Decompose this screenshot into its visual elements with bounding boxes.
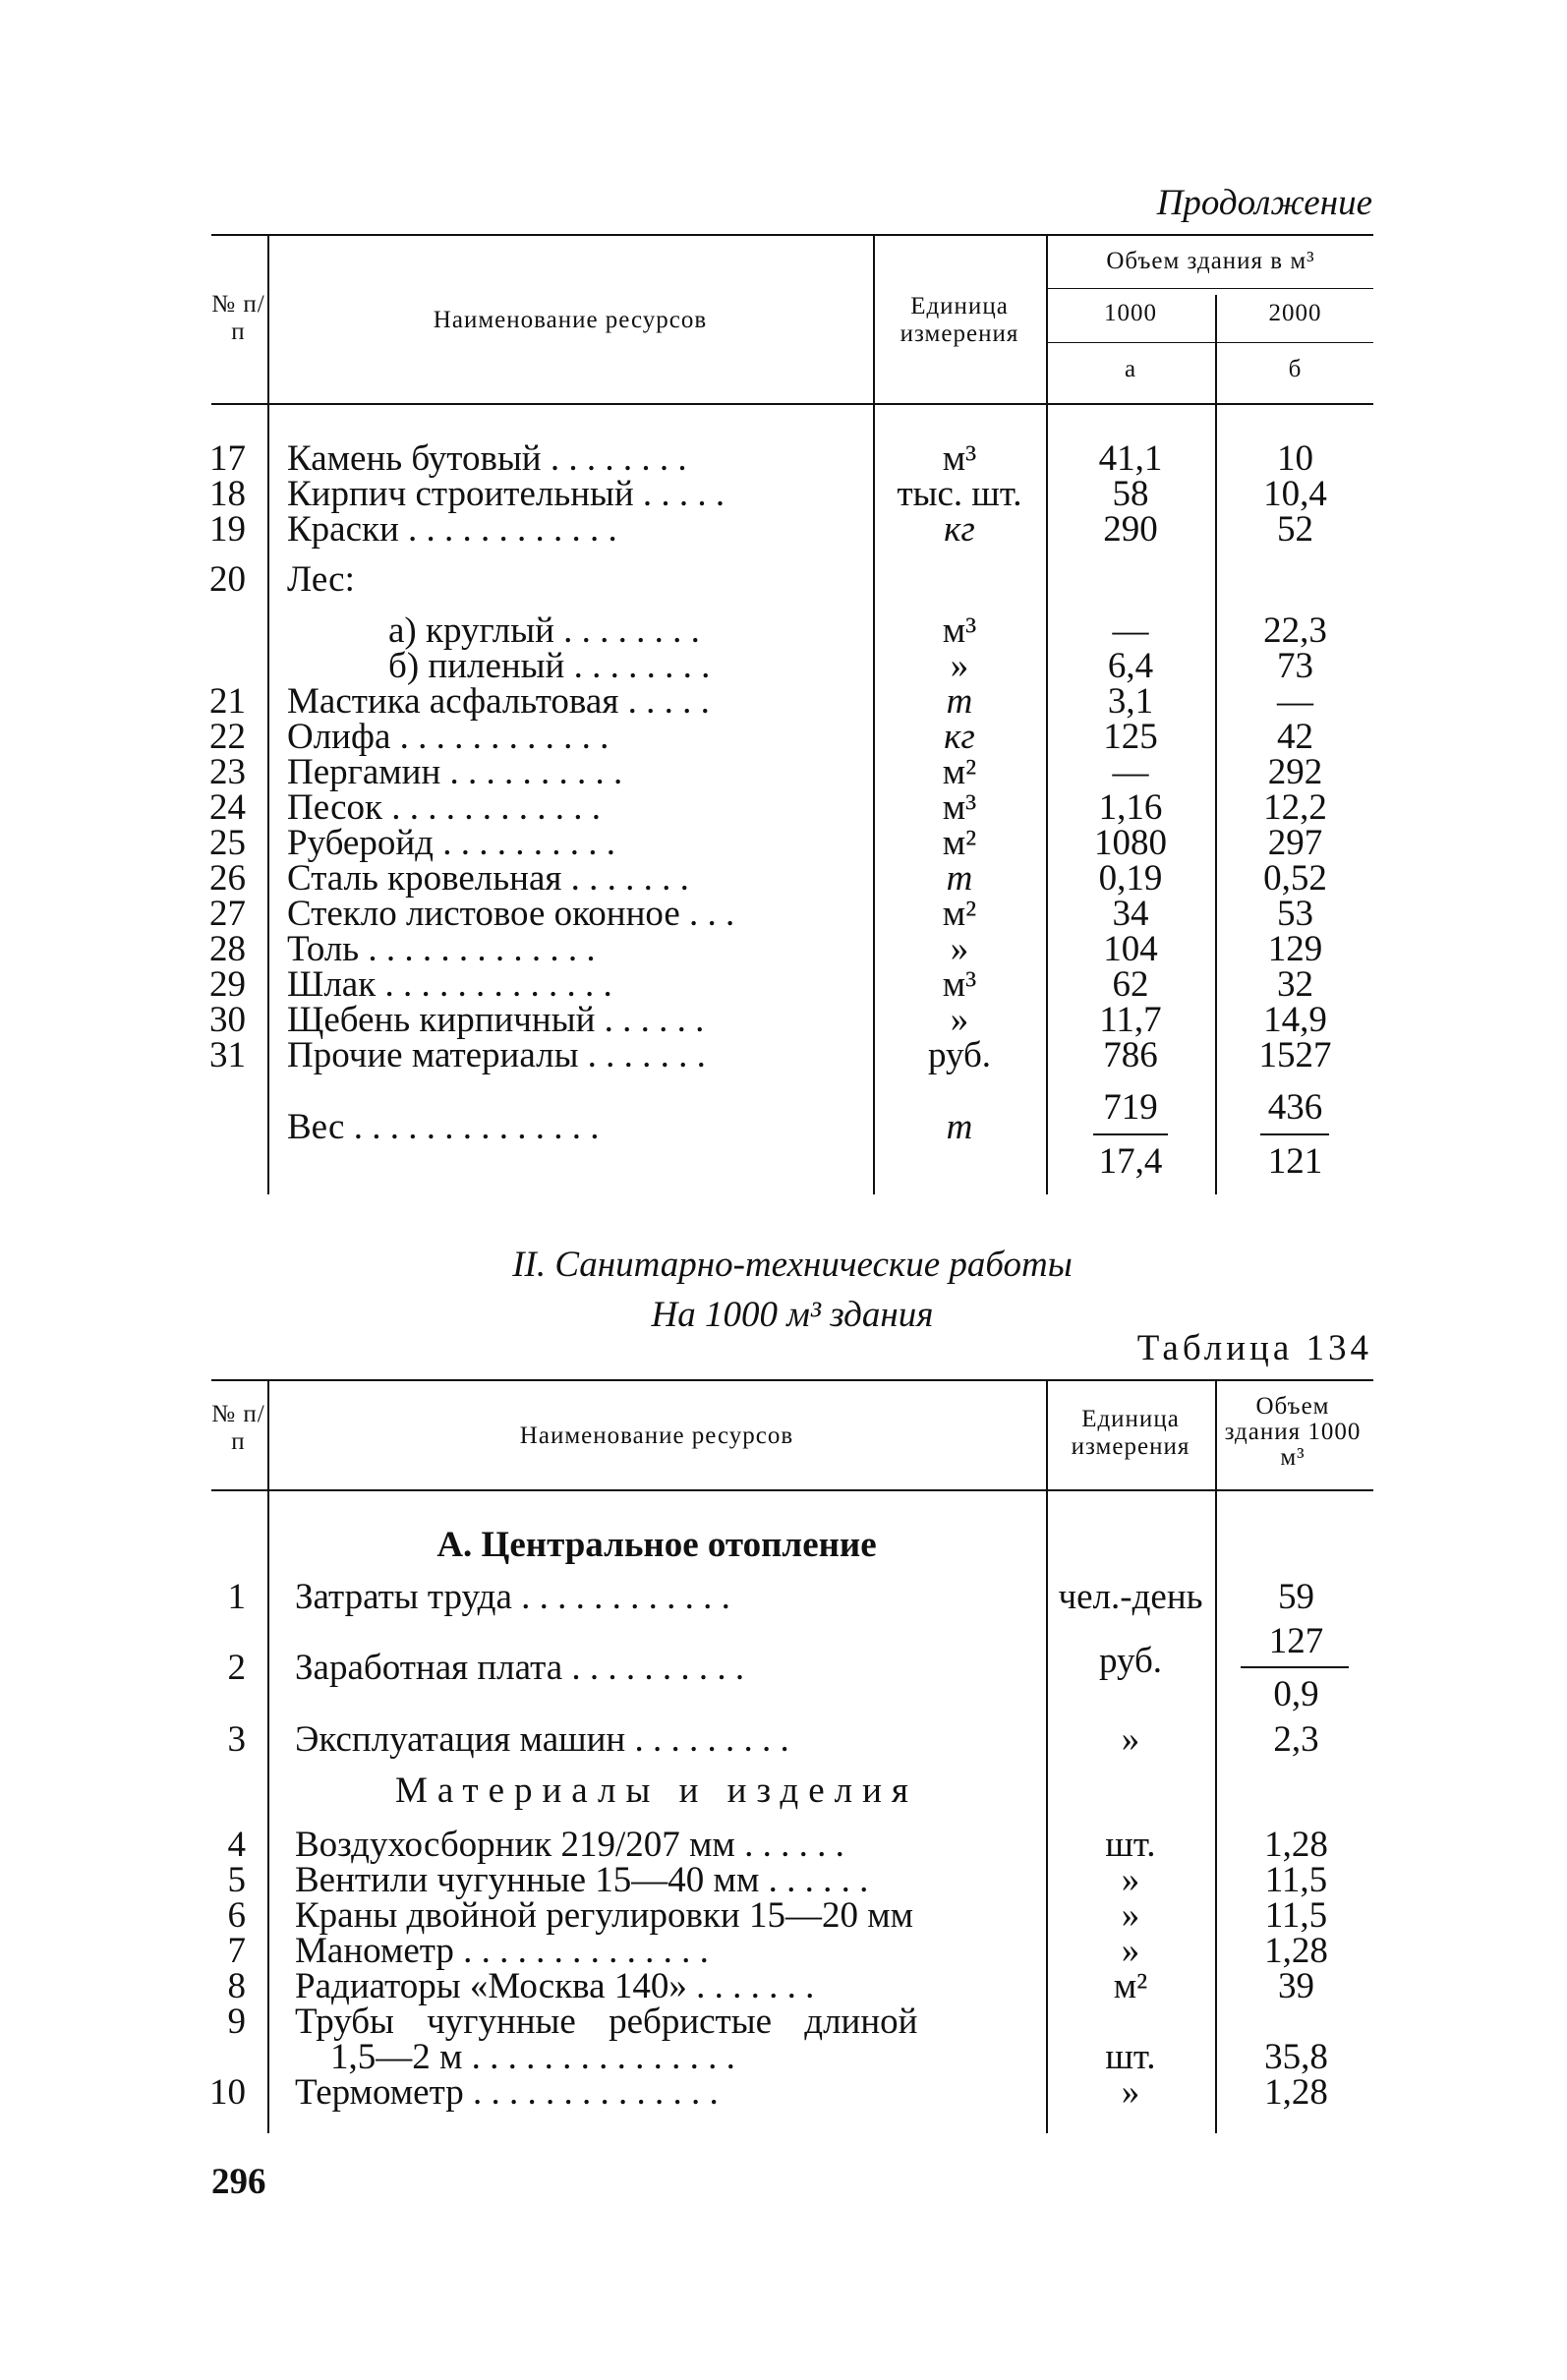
- table2-row-unit: чел.-день: [1058, 1577, 1203, 1617]
- table2-row-name: Термометр . . . . . . . . . . . . . .: [295, 2072, 719, 2113]
- table1-row-no: 21: [209, 681, 246, 722]
- table2-row-name: Затраты труда . . . . . . . . . . . .: [295, 1577, 730, 1617]
- table2-wage-fraction-line: [1241, 1666, 1349, 1668]
- table1-row-name: Прочие материалы . . . . . . .: [287, 1035, 706, 1075]
- table1-row-no: 29: [209, 964, 246, 1005]
- table1-row-unit: т: [946, 681, 973, 722]
- table1-vline-no: [267, 236, 269, 1194]
- table1-weight-label: Вес . . . . . . . . . . . . . .: [287, 1107, 600, 1147]
- table2-row-name: Манометр . . . . . . . . . . . . . .: [295, 1931, 709, 1971]
- table2-row-unit: руб.: [1098, 1641, 1163, 1681]
- table1-row-value-b: 53: [1277, 894, 1313, 934]
- table2-vline-no: [267, 1381, 269, 2133]
- table1-header-2000: 2000: [1268, 300, 1322, 326]
- table1-row-unit: кг: [944, 509, 975, 550]
- table2-row-name: Радиаторы «Москва 140» . . . . . . .: [295, 1966, 815, 2006]
- table2-row-no: 9: [227, 2002, 246, 2042]
- table1-row-no: 27: [209, 894, 246, 934]
- table1-row-value-a: 1080: [1094, 823, 1167, 863]
- table2-row-name: Вентили чугунные 15—40 мм . . . . . .: [295, 1860, 869, 1900]
- table1-row-no: 19: [209, 509, 246, 550]
- table2-row-no: 4: [227, 1825, 246, 1865]
- table1-weight-a-top: 719: [1103, 1087, 1158, 1128]
- table2-row-value: 11,5: [1264, 1895, 1328, 1936]
- table1-row-unit: »: [950, 646, 969, 686]
- table1-weight-a-fraction-line: [1093, 1133, 1168, 1135]
- table2-row-name: Воздухосборник 219/207 мм . . . . . .: [295, 1825, 844, 1865]
- table1-row-value-b: 10: [1277, 438, 1313, 479]
- table2-row-unit: м²: [1113, 1966, 1148, 2006]
- table1-row-name: Стекло листовое оконное . . .: [287, 894, 735, 934]
- table1-row-name: Пергамин . . . . . . . . . .: [287, 752, 623, 792]
- table1-row-unit: м³: [942, 964, 977, 1005]
- continuation-label: Продолжение: [1156, 183, 1372, 223]
- table2-row-name: Заработная плата . . . . . . . . . .: [295, 1648, 745, 1688]
- table2-header-no: № п/п: [211, 1401, 265, 1455]
- table1-header-a: а: [1124, 356, 1137, 382]
- table1-row-value-a: 1,16: [1098, 787, 1163, 828]
- section-subtitle: На 1000 м³ здания: [651, 1295, 934, 1335]
- table1-row-value-a: 41,1: [1098, 438, 1163, 479]
- table1-row-name: Песок . . . . . . . . . . . .: [287, 787, 601, 828]
- table1-row-value-b: —: [1277, 681, 1313, 722]
- table1-row-value-a: 11,7: [1099, 1000, 1162, 1040]
- table2-row-no: 6: [227, 1895, 246, 1936]
- table2-row-unit: »: [1121, 1931, 1140, 1971]
- table2-row-no: 5: [227, 1860, 246, 1900]
- table1-row-unit: м³: [942, 438, 977, 479]
- table1-header-name: Наименование ресурсов: [433, 307, 708, 333]
- table2-row-value: 35,8: [1264, 2037, 1328, 2077]
- table2-row-name: Краны двойной регулировки 15—20 мм: [295, 1895, 914, 1936]
- table1-weight-b-top: 436: [1267, 1087, 1323, 1128]
- table2-header-volume: Объем здания 1000 м³: [1224, 1393, 1362, 1471]
- table1-subheader-rule-2: [1046, 342, 1373, 343]
- table1-row-unit: »: [950, 1000, 969, 1040]
- table1-row-no: 26: [209, 858, 246, 899]
- table1-row-value-a: 3,1: [1107, 681, 1154, 722]
- table2-row-no: 3: [227, 1719, 246, 1760]
- table1-row-name: б) пиленый . . . . . . . .: [388, 646, 711, 686]
- table2-row-unit: »: [1121, 1895, 1140, 1936]
- table1-row-no: 24: [209, 787, 246, 828]
- table2-header-name: Наименование ресурсов: [519, 1422, 794, 1449]
- table1-row-name: Олифа . . . . . . . . . . . .: [287, 717, 609, 757]
- table1-row-name: Сталь кровельная . . . . . . .: [287, 858, 689, 899]
- materials-heading: Материалы и изделия: [395, 1770, 918, 1811]
- table1-row-unit: м³: [942, 610, 977, 651]
- table1-row-name: Кирпич строительный . . . . .: [287, 474, 725, 514]
- table1-header-no: № п/п: [211, 291, 265, 345]
- table1-row-name: а) круглый . . . . . . . .: [388, 610, 700, 651]
- table2-row-unit: »: [1121, 1719, 1140, 1760]
- table1-row-value-a: 62: [1112, 964, 1149, 1005]
- table1-row-value-b: 0,52: [1263, 858, 1327, 899]
- table2-row-no: 8: [227, 1966, 246, 2006]
- table1-row-unit: м³: [942, 787, 977, 828]
- table1-header-rule: [211, 403, 1373, 405]
- table1-weight-unit: т: [946, 1107, 973, 1147]
- table2-row-unit: шт.: [1105, 1825, 1156, 1865]
- table2-pipes-line1: Трубы чугунные ребристые длиной: [295, 2002, 918, 2042]
- table1-row-value-a: —: [1112, 752, 1149, 792]
- table2-header-unit: Единица измерения: [1071, 1406, 1190, 1460]
- table1-row-unit: м²: [942, 823, 977, 863]
- subsection-heading: А. Центральное отопление: [436, 1525, 877, 1565]
- table1-header-b: б: [1288, 356, 1303, 382]
- table1-row-value-b: 10,4: [1263, 474, 1327, 514]
- table1-row-value-b: 129: [1267, 929, 1323, 969]
- table1-row-value-b: 42: [1277, 717, 1313, 757]
- table1-row-name: Щебень кирпичный . . . . . .: [287, 1000, 705, 1040]
- table1-row-value-b: 73: [1277, 646, 1313, 686]
- table1-row-no: 31: [209, 1035, 246, 1075]
- table2-wage-bottom: 0,9: [1273, 1674, 1319, 1714]
- table1-weight-a-bottom: 17,4: [1098, 1141, 1163, 1182]
- table1-row-value-a: 125: [1103, 717, 1158, 757]
- table2-header-rule: [211, 1489, 1373, 1491]
- table1-row-value-a: 290: [1103, 509, 1158, 550]
- table2-row-no: 10: [209, 2072, 246, 2113]
- table-label: Таблица 134: [1136, 1328, 1372, 1368]
- table1-row-unit: руб.: [927, 1035, 992, 1075]
- table2-row-unit: шт.: [1105, 2037, 1156, 2077]
- table1-header-1000: 1000: [1104, 300, 1157, 326]
- table1-row-name: Краски . . . . . . . . . . . .: [287, 509, 617, 550]
- table1-row-no: 20: [209, 559, 246, 600]
- table1-row-unit: »: [950, 929, 969, 969]
- table2-row-value: 1,28: [1264, 1931, 1328, 1971]
- table1-row-name: Руберойд . . . . . . . . . .: [287, 823, 615, 863]
- table1-row-unit: тыс. шт.: [897, 474, 1022, 514]
- table1-row-no: 18: [209, 474, 246, 514]
- table1-row-unit: м²: [942, 894, 977, 934]
- table2-row-no: 2: [227, 1648, 246, 1688]
- table1-row-value-b: 12,2: [1263, 787, 1327, 828]
- table1-row-name: Мастика асфальтовая . . . . .: [287, 681, 710, 722]
- table1-header-volume: Объем здания в м³: [1106, 248, 1315, 274]
- table2-row-value: 1,28: [1264, 2072, 1328, 2113]
- table1-row-no: 30: [209, 1000, 246, 1040]
- table1-subheader-rule-1: [1046, 288, 1373, 289]
- table1-row-value-b: 14,9: [1263, 1000, 1327, 1040]
- table2-row-no: 7: [227, 1931, 246, 1971]
- page-number: 296: [211, 2162, 266, 2202]
- table1-row-unit: м²: [942, 752, 977, 792]
- table1-row-no: 25: [209, 823, 246, 863]
- table1-row-unit: т: [946, 858, 973, 899]
- table1-row-value-a: 786: [1103, 1035, 1158, 1075]
- table1-weight-b-fraction-line: [1260, 1133, 1329, 1135]
- table1-row-value-a: 34: [1112, 894, 1149, 934]
- table2-top-rule: [211, 1379, 1373, 1381]
- table1-row-value-a: 58: [1112, 474, 1149, 514]
- table2-row-value: 2,3: [1273, 1719, 1319, 1760]
- table1-row-value-a: 6,4: [1107, 646, 1154, 686]
- table1-row-name: Камень бутовый . . . . . . . .: [287, 438, 687, 479]
- table1-row-value-b: 32: [1277, 964, 1313, 1005]
- table1-row-value-b: 297: [1267, 823, 1323, 863]
- table2-row-value: 39: [1278, 1966, 1314, 2006]
- table2-row-name: Эксплуатация машин . . . . . . . . .: [295, 1719, 789, 1760]
- table2-pipes-line2: 1,5—2 м . . . . . . . . . . . . . . .: [330, 2037, 735, 2077]
- table2-row-no: 1: [227, 1577, 246, 1617]
- section-title: II. Санитарно-технические работы: [512, 1245, 1073, 1285]
- table1-header-unit: Единица измерения: [900, 293, 1019, 347]
- table1-row-value-b: 1527: [1258, 1035, 1332, 1075]
- table1-row-name: Лес:: [287, 559, 355, 600]
- table1-row-name: Шлак . . . . . . . . . . . . .: [287, 964, 612, 1005]
- table1-row-no: 22: [209, 717, 246, 757]
- table1-row-value-a: —: [1112, 610, 1149, 651]
- table2-row-unit: »: [1121, 2072, 1140, 2113]
- table2-row-value: 59: [1278, 1577, 1314, 1617]
- table2-row-value: 11,5: [1264, 1860, 1328, 1900]
- table2-row-unit: »: [1121, 1860, 1140, 1900]
- table1-row-value-b: 22,3: [1263, 610, 1327, 651]
- table1-row-no: 17: [209, 438, 246, 479]
- table1-row-value-b: 52: [1277, 509, 1313, 550]
- table1-row-name: Толь . . . . . . . . . . . . .: [287, 929, 596, 969]
- table1-row-value-b: 292: [1267, 752, 1323, 792]
- table1-row-value-a: 104: [1103, 929, 1158, 969]
- table2-wage-top: 127: [1268, 1621, 1324, 1661]
- table1-top-rule: [211, 234, 1373, 236]
- table1-row-value-a: 0,19: [1098, 858, 1163, 899]
- table1-row-no: 28: [209, 929, 246, 969]
- table2-row-value: 1,28: [1264, 1825, 1328, 1865]
- table1-row-unit: кг: [944, 717, 975, 757]
- table1-weight-b-bottom: 121: [1267, 1141, 1323, 1182]
- table1-row-no: 23: [209, 752, 246, 792]
